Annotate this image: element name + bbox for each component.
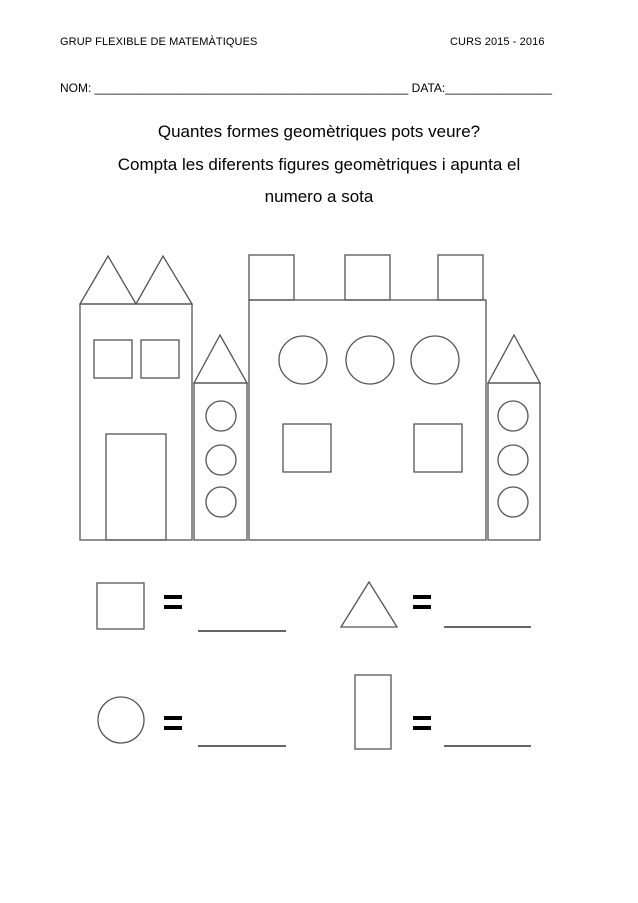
- answer-circle-icon: [98, 697, 144, 743]
- right-turret-circle-2: [498, 445, 528, 475]
- left-tower-roof-triangle-2: [136, 256, 192, 304]
- equals-sign-1-bottom: [164, 605, 182, 609]
- right-turret-circle-3: [498, 487, 528, 517]
- battlement-1: [249, 255, 294, 300]
- instruction-line-3: numero a sota: [264, 187, 374, 206]
- keep-window-right: [414, 424, 462, 472]
- battlement-3: [438, 255, 483, 300]
- equals-sign-2-top: [413, 595, 431, 599]
- equals-sign-1-top: [164, 595, 182, 599]
- answer-rectangle-icon: [355, 675, 391, 749]
- keep-circle-2: [346, 336, 394, 384]
- battlement-2: [345, 255, 390, 300]
- name-date-line: NOM: _______________________________________________ DATA:________________: [60, 81, 553, 95]
- left-tower-roof-triangle-1: [80, 256, 136, 304]
- keep-window-left: [283, 424, 331, 472]
- left-turret-circle-3: [206, 487, 236, 517]
- left-tower-window-1: [94, 340, 132, 378]
- school-year: CURS 2015 - 2016: [450, 36, 545, 48]
- equals-sign-3-bottom: [164, 726, 182, 730]
- left-turret-circle-2: [206, 445, 236, 475]
- right-turret-roof: [488, 335, 540, 383]
- instruction-question: Quantes formes geomètriques pots veure?: [157, 122, 481, 141]
- keep-circle-3: [411, 336, 459, 384]
- left-turret-roof: [194, 335, 247, 383]
- equals-sign-4-bottom: [413, 726, 431, 730]
- answer-square-icon: [97, 583, 144, 629]
- equals-sign-4-top: [413, 716, 431, 720]
- course-title: GRUP FLEXIBLE DE MATEMÀTIQUES: [60, 36, 258, 48]
- left-tower-window-2: [141, 340, 179, 378]
- right-turret-circle-1: [498, 401, 528, 431]
- equals-sign-3-top: [164, 716, 182, 720]
- instruction-line-2: Compta les diferents figures geomètriques i apunta el: [117, 155, 521, 174]
- keep-circle-1: [279, 336, 327, 384]
- equals-sign-2-bottom: [413, 605, 431, 609]
- answer-triangle-icon: [341, 582, 397, 627]
- left-tower-door: [106, 434, 166, 540]
- left-turret-circle-1: [206, 401, 236, 431]
